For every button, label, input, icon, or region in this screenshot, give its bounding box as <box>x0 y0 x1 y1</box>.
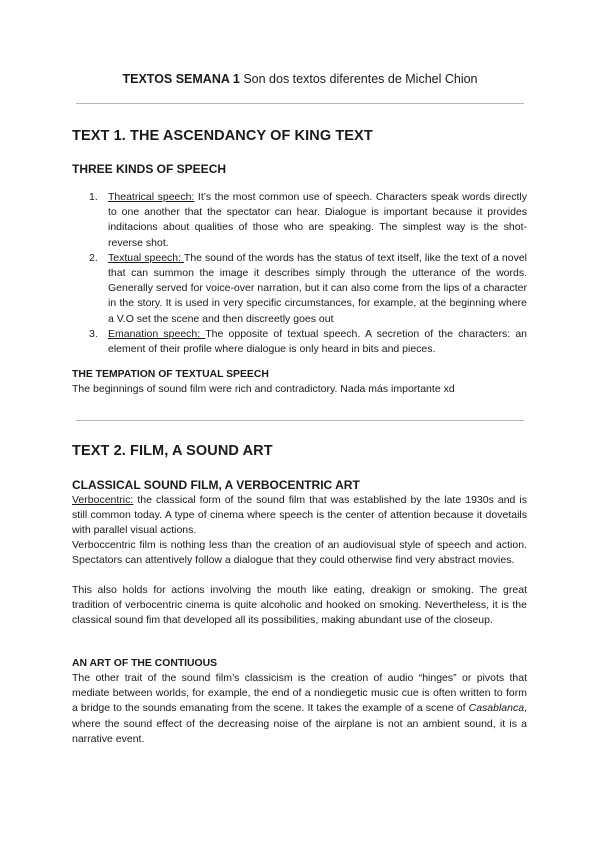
list-number: 3. <box>89 327 98 340</box>
list-number: 2. <box>89 251 98 264</box>
list-text: The opposite of textual speech. A secretion of the characters: an element of their profile where dialogue is only heard in bits and pieces. <box>108 327 527 356</box>
three-kinds-heading: THREE KINDS OF SPEECH <box>72 162 227 176</box>
continuous-text-end: , where the sound effect of the decreasing noise of the airplane is not an ambient sound, it is a narrative event. <box>72 702 527 745</box>
list-term: Theatrical speech: <box>108 191 195 203</box>
verbocentric-heading: CLASSICAL SOUND FILM, A VERBOCENTRIC ART <box>72 478 360 492</box>
divider-middle <box>76 420 524 421</box>
verbocentric-paragraph <box>72 493 527 539</box>
continuous-heading: AN ART OF THE CONTIUOUS <box>72 658 218 669</box>
list-item <box>72 251 527 327</box>
list-item <box>72 327 527 357</box>
list-term: Emanation speech: <box>108 327 206 340</box>
list-item <box>72 190 527 251</box>
temptation-heading: THE TEMPATION OF TEXTUAL SPEECH <box>72 369 269 380</box>
verbocentric-term: Verbocentric: <box>72 494 134 506</box>
speech-kinds-list <box>72 190 527 357</box>
divider-top <box>76 103 524 104</box>
temptation-text: The beginnings of sound film were rich and contradictory. Nada más importante xd <box>72 383 455 395</box>
casablanca-title: Casablanca <box>468 702 525 715</box>
list-text: It’s the most common use of speech. Characters speak words directly to one another that the spectator can hear. Dialogue is important because it provides inditacions about qualities of those who are speaking. The simplest way is the shot-reverse shot. <box>108 191 528 249</box>
title-rest: Son dos textos diferentes de Michel Chion <box>243 72 478 86</box>
title-bold: TEXTOS SEMANA 1 <box>122 72 240 86</box>
list-term: Textual speech: <box>108 251 184 264</box>
text2-heading: TEXT 2. FILM, A SOUND ART <box>72 443 273 459</box>
text1-heading: TEXT 1. THE ASCENDANCY OF KING TEXT <box>72 128 373 144</box>
continuous-paragraph <box>72 671 527 747</box>
verbocentric-actions-paragraph: This also holds for actions involving the mouth like eating, dreakign or smoking. The great tradition of verbocentric cinema is quite alcoholic and hooked on smoking. Nevertheless, it is the classical sound fim that developed all its possibilities, making abundant use of the closeup. <box>72 584 527 627</box>
list-number: 1. <box>89 191 98 203</box>
verbocentric-definition: the classical form of the sound film that was established by the late 1930s and is still common today. A type of cinema where speech is the center of attention because it dovetails with parallel visual actions. <box>72 494 527 537</box>
list-text: The sound of the words has the status of text itself, like the text of a novel that can summon the image it describes simply through the utterance of the words. Generally served for voice-over narration, but it can also come from the lips of a character in the story. It is used in very specific circumstances, for example, at the beginning where a V.O set the scene and then discreetly goes out <box>108 251 527 325</box>
document-title <box>72 72 528 86</box>
continuous-text-start: The other trait of the sound film’s classicism is the creation of audio “hinges” or pivots that mediate between worlds, for example, the end of a nondiegetic music cue is often written to form a bridge to the sounds emanating from the scene. It takes the example of a scene of <box>72 672 527 715</box>
verbocentric-style-paragraph: Verboccentric film is nothing less than the creation of an audiovisual style of speech and action. Spectators can attentively follow a dialogue that they could otherwise find very abstract movies. <box>72 539 527 567</box>
